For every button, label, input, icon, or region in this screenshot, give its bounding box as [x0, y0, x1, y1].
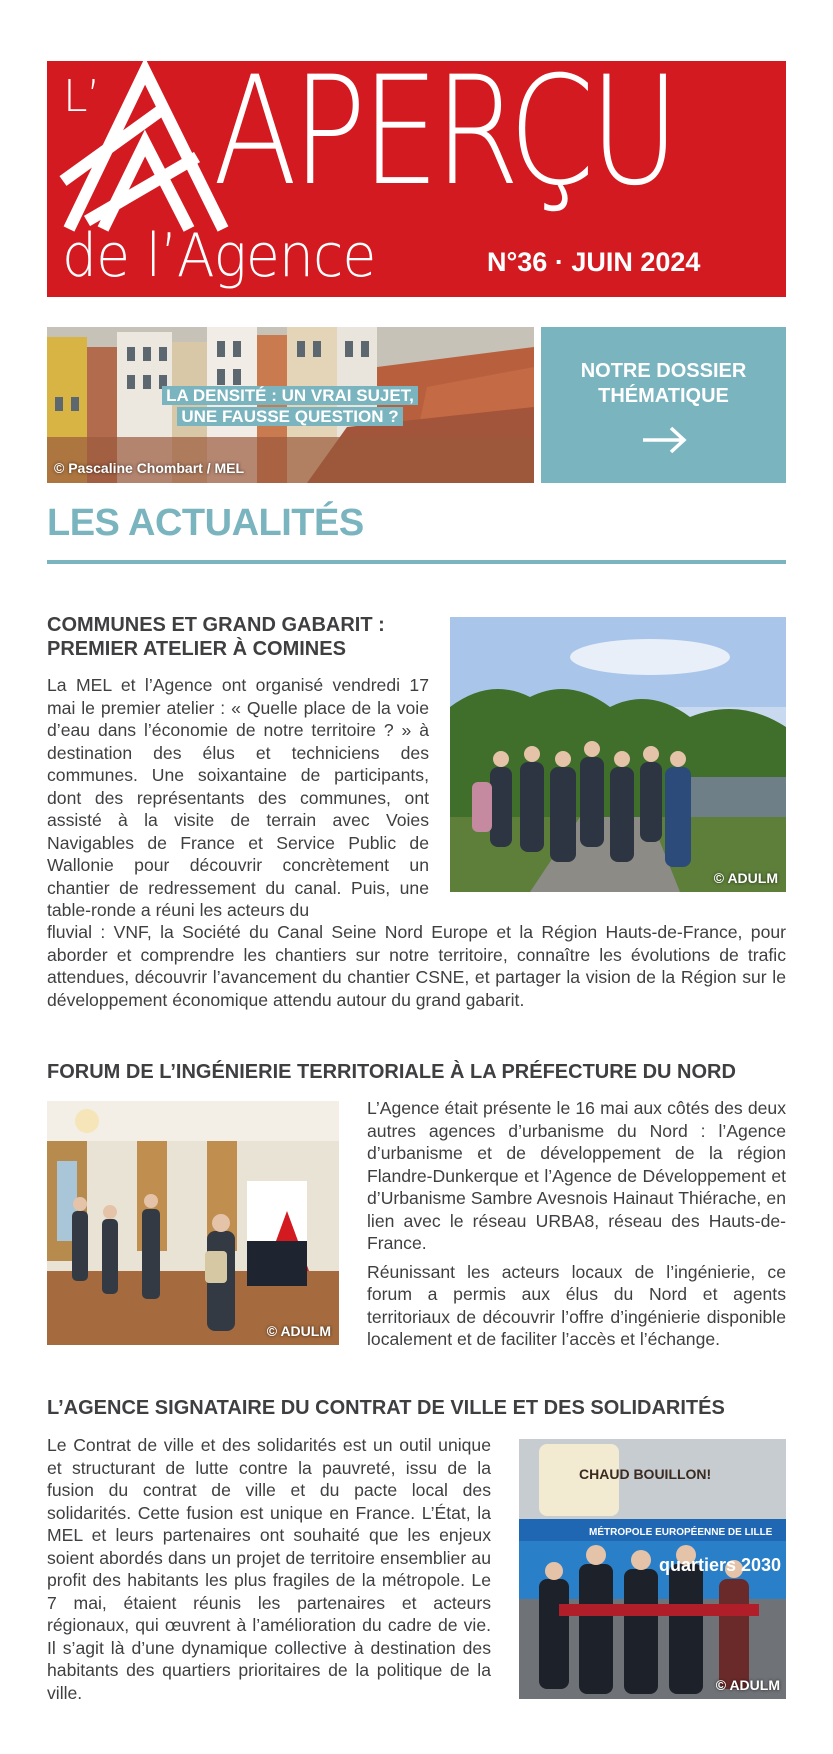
article-3-body: Le Contrat de ville et des solidarités est un outil unique et structurant de lutte contre la pauvreté, issu de la fusion du contrat de ville et du pacte local des solidarités. Cette fusion est unique en France. L’État, la MEL et leurs partenaires ont souhaité que les enjeux soient abordés dans un projet de territoire ensemblier au profit des habitants les plus fragiles de la métropole. Le 7 mai, étaient réunis les partenaires et acteurs régionaux, qui œuvrent à l’amélioration du cadre de vie. Il s’agit là d’une dynamique collective à destination des habitants des quartiers prioritaires de la politique de la ville. — [47, 1435, 491, 1703]
contract-signing-photo — [519, 1439, 786, 1699]
arrow-right-icon — [641, 425, 687, 455]
photo-sign-quartiers: quartiers 2030 — [659, 1555, 782, 1575]
article-1-body-continued: fluvial : VNF, la Société du Canal Seine Nord Europe et la Région Hauts-de-France, pour aborder et comprendre les chantiers sur notre territoire, connaître les évolutions de trafic attendues, découvrir l’avancement du chantier CSNE, et partager la vision de la Région sur le développement économique attendu autour du grand gabarit. — [47, 922, 786, 1010]
banner-photo[interactable] — [47, 327, 534, 483]
article-2-photo — [47, 1101, 339, 1345]
article-1-title — [47, 613, 427, 661]
section-divider — [47, 560, 786, 564]
masthead — [47, 61, 786, 297]
article-2-body — [367, 1097, 786, 1351]
article-1-photo — [450, 617, 786, 892]
forum-photo — [47, 1101, 339, 1345]
article-2-paragraph-1: L’Agence était présente le 16 mai aux côtés des deux autres agences d’urbanisme du Nord : l’Agence d’urbanisme et de développement de la région Flandre-Dunkerque et l’Agence de Développement et d’Urbanisme Sambre Avesnois Hainaut Thiérache, en lien avec le réseau URBA8, réseau des Hauts-de-France. — [367, 1098, 786, 1253]
article-1-photo-credit: © ADULM — [713, 870, 778, 886]
article-2-photo-credit: © ADULM — [266, 1323, 331, 1339]
article-2-title: FORUM DE L’INGÉNIERIE TERRITORIALE À LA PRÉFECTURE DU NORD — [47, 1061, 736, 1083]
dossier-thematique-button[interactable] — [541, 327, 786, 483]
article-2-paragraph-2: Réunissant les acteurs locaux de l’ingénierie, ce forum a permis aux élus du Nord et agents territoriaux de découvrir l’offre d’ingénierie disponible localement et de faciliter l’accès et l’échange. — [367, 1261, 786, 1349]
article-3-photo-credit: © ADULM — [715, 1677, 780, 1693]
article-3-title: L’AGENCE SIGNATAIRE DU CONTRAT DE VILLE ET DES SOLIDARITÉS — [47, 1397, 725, 1419]
brand-subtitle: de l’Agence — [62, 221, 376, 291]
issue-number: N°36 · JUIN 2024 — [487, 247, 701, 277]
banner-caption: LA DENSITÉ : UN VRAI SUJET, UNE FAUSSE QUESTION ? — [160, 385, 420, 427]
photo-sign-chaud-bouillon: CHAUD BOUILLON! — [579, 1466, 712, 1482]
canal-visit-photo — [450, 617, 786, 892]
section-title: LES ACTUALITÉS — [47, 502, 364, 544]
article-1-title-line2: PREMIER ATELIER À COMINES — [47, 638, 346, 660]
banner-photo-credit: © Pascaline Chombart / MEL — [54, 460, 245, 476]
brand-title: APERÇU — [213, 61, 675, 219]
article-1-title-line1: COMMUNES ET GRAND GABARIT : — [47, 614, 385, 636]
article-3-photo — [519, 1439, 786, 1699]
photo-sign-mel: MÉTROPOLE EUROPÉENNE DE LILLE — [589, 1527, 773, 1538]
article-1-body: La MEL et l’Agence ont organisé vendredi 17 mai le premier atelier : « Quelle place de la voie d’eau dans l’économie de notre territoire ? » à destination des élus et techniciens des communes. Une soixantaine de participants, dont des représentants des communes, ont assisté à la visite de terrain avec Voies Navigables de France et Service Public de Wallonie pour découvrir concrètement un chantier de redressement du canal. Puis, une table-ronde a réuni les acteurs du — [47, 675, 429, 920]
brand-prefix: L’ — [63, 71, 100, 122]
dossier-label: NOTRE DOSSIER THÉMATIQUE — [580, 360, 747, 407]
